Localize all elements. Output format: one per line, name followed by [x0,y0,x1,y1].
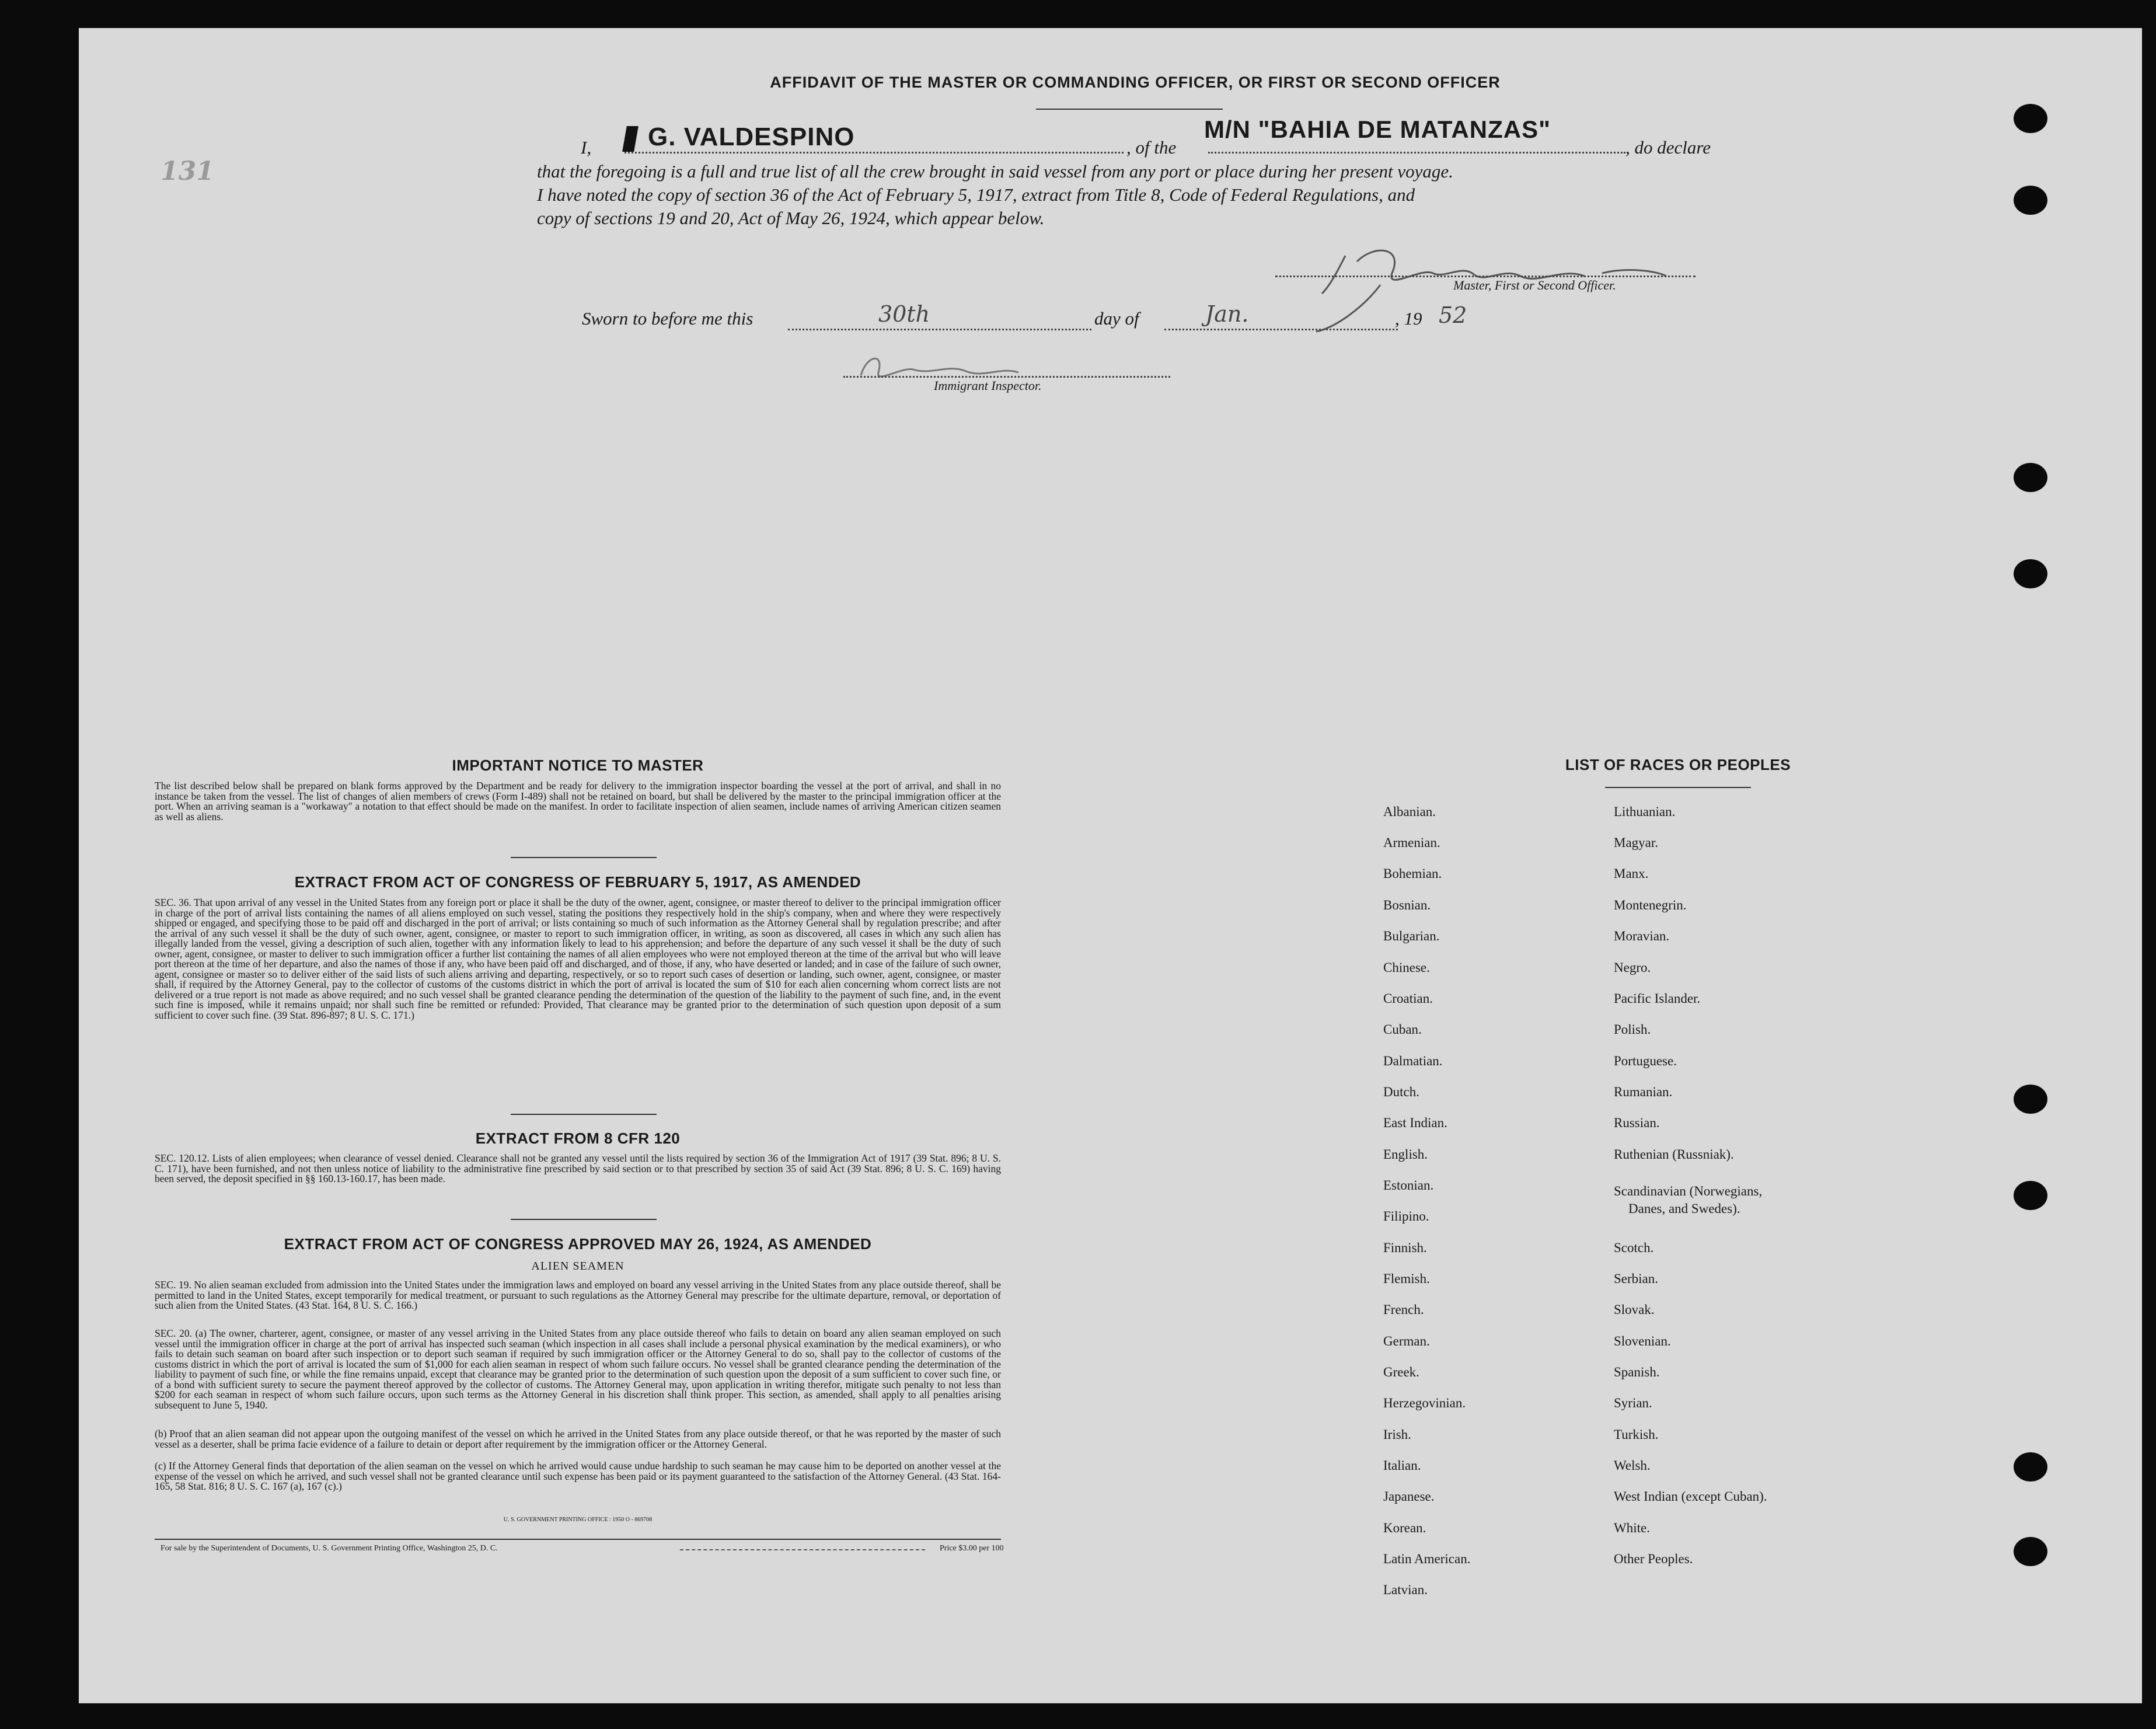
section-divider [511,1114,657,1115]
race-item: Montenegrin. [1614,898,1687,912]
race-item: Manx. [1614,866,1649,881]
race-item: Dalmatian. [1383,1054,1443,1068]
affidavit-line-2: that the foregoing is a full and true list of all the crew brought in said vessel from any port or place during her present voyage. [537,161,1453,182]
extract-1924-title: EXTRACT FROM ACT OF CONGRESS APPROVED MAY 26, 1924, AS AMENDED [284,1235,872,1253]
binder-hole [2014,1537,2047,1566]
sworn-day: 30th [878,301,930,327]
page-mark: 131 [161,156,214,186]
race-item: Bohemian. [1383,866,1442,881]
race-item: Korean. [1383,1521,1426,1535]
race-item: Irish. [1383,1427,1411,1442]
extract-1917-title: EXTRACT FROM ACT OF CONGRESS OF FEBRUARY 5, 1917, AS AMENDED [294,873,861,891]
master-name: G. VALDESPINO [648,123,855,151]
race-item: Pacific Islander. [1614,991,1701,1006]
race-item: Bulgarian. [1383,929,1440,943]
i-label: I, [581,137,592,158]
race-item: Serbian. [1614,1271,1659,1286]
title-underline [1036,109,1223,110]
race-item: Slovak. [1614,1302,1655,1317]
day-line [788,329,1091,330]
inspector-line [843,376,1170,378]
sec-20a-text: SEC. 20. (a) The owner, charterer, agent, consignee, or master of any vessel arriving in the United States from any place outside thereof who fails to detain on board any alien seaman employed on such vessel until the immigration officer in charge at the port of arrival has inspected such seaman (which inspection in all cases shall include a personal physical examination by the medical examiners), or who fails to detain such seaman on board after such inspection or to deport such seaman if required by such immigration officer or the Attorney General to do so, shall pay to the collector of customs of the customs district in which the port of arrival is located the sum of $1,000 for each alien seaman in respect of whom such failure occurs. No vessel shall be granted clearance pending the determination of the liability to payment of such fine, or while the fine remains unpaid, except that clearance may be granted prior to the determination of such question upon the deposit of a sum sufficient to cover such fine, or of a bond with sufficient surety to secure the payment thereof approved by the collector of customs. The Attorney General may, upon application in writing therefor, mitigate such penalty to not less than $200 for each seaman in respect of whom such failure occurs, upon such terms as the Attorney General in his discretion shall think proper. This section, as amended, shall apply to all penalties arising subsequent to June 5, 1940. [155,1327,1001,1411]
race-item: Magyar. [1614,835,1659,850]
race-item: Negro. [1614,960,1651,975]
extract-cfr-title: EXTRACT FROM 8 CFR 120 [475,1130,681,1147]
notice-text: The list described below shall be prepared on blank forms approved by the Department and be ready for delivery to the immigration inspector boarding the vessel at the port of arrival, and shall in no instance be taken from the vessel. The list of changes of alien members of crews (Form I-489) shall not be retained on board, but shall be delivered by the master to the principal immigration officer at the port. When an arriving seaman is a "workaway" a notation to that effect should be made on the manifest. In order to facilitate inspection of alien seamen, include names of arriving American citizen seamen as well as aliens. [155,780,1001,822]
race-item: Spanish. [1614,1365,1660,1379]
race-item: Dutch. [1383,1085,1419,1099]
race-item: Cuban. [1383,1022,1422,1037]
extract-cfr-text: SEC. 120.12. Lists of alien employees; when clearance of vessel denied. Clearance shall not be granted any vessel until the lists required by section 36 of the Immigration Act of 1917 (39 Stat. 896; 8 U. S. C. 171), have been furnished, and not then unless notice of liability to the administrative fine prescribed by said section or to that prescribed by section 35 of said Act (39 Stat. 896; 8 U. S. C. 169) having been served, the deposit specified in §§ 160.13-160.17, has been made. [155,1152,1001,1184]
affidavit-line-4: copy of sections 19 and 20, Act of May 26, 1924, which appear below. [537,208,1045,228]
alien-seamen-subtitle: ALIEN SEAMEN [531,1260,625,1273]
sec-19-text: SEC. 19. No alien seaman excluded from admission into the United States under the immigration laws and employed on board any vessel arriving in the United States from any place outside thereof, shall be permitted to land in the United States, except temporarily for medical treatment, or pursuant to such regulations as the Attorney General may prescribe for the ultimate departure, removal, or deportation of such alien from the United States. (43 Stat. 164, 8 U. S. C. 166.) [155,1279,1001,1311]
vessel-name: M/N "BAHIA DE MATANZAS" [1204,116,1551,143]
month-line [1164,329,1398,330]
sworn-year: 52 [1439,302,1467,328]
day-of-label: day of [1094,308,1139,329]
stamp-mark [622,126,639,152]
race-item: Herzegovinian. [1383,1396,1466,1410]
race-item: West Indian (except Cuban). [1614,1489,1767,1504]
officer-caption: Master, First or Second Officer. [1453,278,1616,292]
binder-hole [2014,1452,2047,1481]
binder-hole [2014,463,2047,492]
sworn-month: Jan. [1205,301,1249,327]
binder-hole [2014,1085,2047,1114]
race-item: Latin American. [1383,1552,1471,1566]
race-item: Welsh. [1614,1458,1651,1473]
race-item: Estonian. [1383,1178,1434,1193]
document-page [79,28,2142,1703]
race-item: Greek. [1383,1365,1419,1379]
binder-hole [2014,1181,2047,1210]
race-item: Italian. [1383,1458,1421,1473]
affidavit-line-3: I have noted the copy of section 36 of the Act of February 5, 1917, extract from Title 8, Code of Federal Regulations, and [537,184,1415,205]
race-item: Ruthenian (Russniak). [1614,1147,1734,1162]
of-the-label: , of the [1126,137,1177,158]
race-item: German. [1383,1334,1430,1348]
race-item: Slovenian. [1614,1334,1671,1348]
extract-1917-text: SEC. 36. That upon arrival of any vessel in the United States from any foreign port or place it shall be the duty of the owner, agent, consignee, or master thereof to deliver to the principal immigration officer in charge of the port of arrival lists containing the names of all aliens employed on such vessel, stating the positions they respectively hold in the ship's company, when and where they were respectively shipped or engaged, and specifying those to be paid off and discharged in the port of arrival; or lists containing so much of such information as the Attorney General shall by regulation prescribe; and after the arrival of any such vessel it shall be the duty of such owner, agent, consignee, or master to report to such immigration officer, in writing, as soon as discovered, all cases in which any such alien has illegally landed from the vessel, giving a description of such alien, together with any information likely to lead to his apprehension; and before the departure of any such vessel it shall be the duty of such owner, agent, consignee, or master to deliver to such immigration officer a further list containing the names of all alien employees who were not employed thereon at the time of the arrival but who will leave port thereon at the time of her departure, and also the names of those if any, who have been paid off and discharged, and of those, if any, who have deserted or landed; and in case of the failure of such owner, agent, consignee or master so to deliver either of the said lists of such aliens arriving and departing, respectively, or so to report such cases of desertion or landing, such owner, agent, consignee, or master shall, if required by the Attorney General, pay to the collector of customs of the customs district in which the port of arrival is located the sum of $10 for each alien concerning whom correct lists are not delivered or a true report is not made as above required; and no such vessel shall be granted clearance pending the determination of the question of the liability to the payment of such fine, and, in the event such fine is imposed, while it remains unpaid; nor shall such fine be remitted or refunded: Provided, That clearance may be granted prior to the determination of such question upon deposit of a sum sufficient to cover such fine. (39 Stat. 896-897; 8 U. S. C. 171.) [155,897,1001,1021]
year-prefix: , 19 [1395,308,1422,329]
race-item: White. [1614,1521,1650,1535]
race-item: Filipino. [1383,1209,1429,1223]
races-title: LIST OF RACES OR PEOPLES [1565,756,1791,773]
binder-hole [2014,186,2047,215]
footer-leader [680,1541,925,1550]
name-stamp [625,121,1126,153]
race-item: Bosnian. [1383,898,1431,912]
race-item: Armenian. [1383,835,1440,850]
race-item: Flemish. [1383,1271,1430,1286]
sec-20c-text: (c) If the Attorney General finds that deportation of the alien seaman on the vessel on which he arrived would cause undue hardship to such seaman he may cause him to be deported on another vessel at the expense of the vessel on which he arrived, and such vessel shall not be granted clearance until such expense has been paid or its payment guaranteed to the satisfaction of the Attorney General. (43 Stat. 164-165, 58 Stat. 816; 8 U. S. C. 167 (a), 167 (c).) [155,1460,1001,1492]
sworn-label: Sworn to before me this [582,308,753,329]
race-item: Russian. [1614,1116,1660,1130]
race-item: Lithuanian. [1614,804,1676,819]
sec-20b-text: (b) Proof that an alien seaman did not appear upon the outgoing manifest of the vessel on which he arrived in the United States from any place outside thereof, or that he was reported by the master of such vessel as a deserter, shall be prima facie evidence of a failure to detain or deport after requirement by the immigration officer or the Attorney General. [155,1428,1001,1450]
race-item: Scandinavian (Norwegians, [1614,1184,1763,1198]
races-title-underline [1605,787,1751,788]
race-item: Latvian. [1383,1582,1428,1597]
name-line [625,152,1124,154]
race-item: Japanese. [1383,1489,1435,1504]
binder-hole [2014,104,2047,133]
price-note: Price $3.00 per 100 [940,1544,1004,1553]
race-item: Portuguese. [1614,1054,1677,1068]
section-divider [511,1219,657,1220]
race-item: Croatian. [1383,991,1433,1006]
section-divider [511,857,657,858]
race-item: East Indian. [1383,1116,1447,1130]
inspector-caption: Immigrant Inspector. [934,378,1042,393]
race-item: English. [1383,1147,1428,1162]
race-item: Turkish. [1614,1427,1659,1442]
footer-rule [155,1539,1001,1540]
race-item: Finnish. [1383,1240,1427,1255]
vessel-line [1208,152,1625,154]
race-item: Danes, and Swedes). [1628,1201,1740,1216]
race-item: Albanian. [1383,804,1436,819]
signature-line [1275,276,1696,277]
for-sale-note: For sale by the Superintendent of Documents, U. S. Government Printing Office, Washington 25, D. C. [161,1544,498,1553]
race-item: Rumanian. [1614,1085,1673,1099]
race-item: Syrian. [1614,1396,1652,1410]
affidavit-title: AFFIDAVIT OF THE MASTER OR COMMANDING OFFICER, OR FIRST OR SECOND OFFICER [770,74,1501,91]
race-item: Polish. [1614,1022,1651,1037]
notice-title: IMPORTANT NOTICE TO MASTER [452,757,704,774]
race-item: Moravian. [1614,929,1670,943]
printing-office-note: U. S. GOVERNMENT PRINTING OFFICE : 1950 O - 869708 [503,1517,653,1523]
race-item: French. [1383,1302,1424,1317]
do-declare-label: , do declare [1625,137,1711,158]
race-item: Chinese. [1383,960,1430,975]
race-item: Other Peoples. [1614,1552,1693,1566]
race-item: Scotch. [1614,1240,1654,1255]
binder-hole [2014,559,2047,588]
